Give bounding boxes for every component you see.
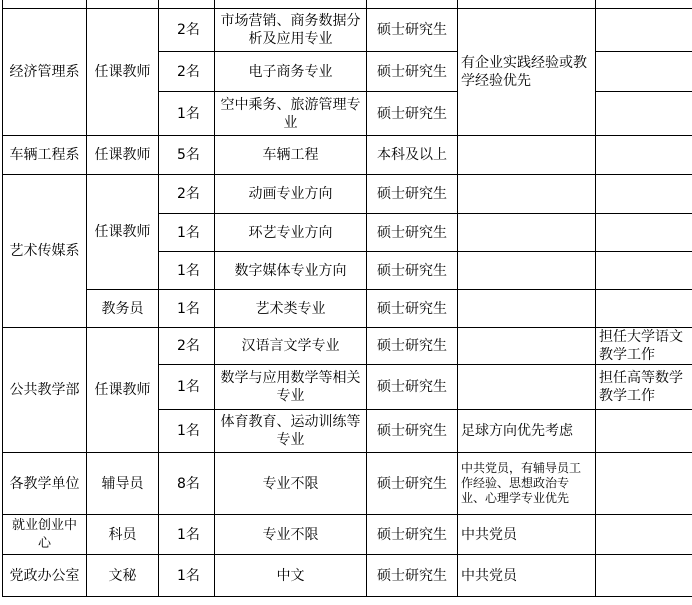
edu-cell: 硕士研究生: [367, 453, 458, 515]
major-cell: 车辆工程: [215, 136, 367, 175]
edu-cell: 硕士研究生: [367, 290, 458, 328]
note-cell: 担任高等数学教学工作: [596, 365, 692, 410]
major-cell: 汉语言文学专业: [215, 328, 367, 365]
dept-cell: 党政办公室: [3, 555, 87, 597]
major-cell: 市场营销、商务数据分析及应用专业: [215, 9, 367, 52]
count-cell: 2名: [159, 52, 215, 92]
edu-cell: 硕士研究生: [367, 9, 458, 52]
major-cell: 空中乘务、旅游管理专业: [215, 92, 367, 136]
post-cell: 任课教师: [87, 136, 159, 175]
note-cell: [596, 252, 692, 290]
edu-cell: 硕士研究生: [367, 328, 458, 365]
req-cell: 中共党员，有辅导员工作经验、思想政治专业、心理学专业优先: [458, 453, 596, 515]
req-cell: 足球方向优先考虑: [458, 410, 596, 453]
count-cell: 1名: [159, 214, 215, 252]
major-cell: 数学与应用数学等相关专业: [215, 365, 367, 410]
count-cell: 1名: [159, 410, 215, 453]
major-cell: 专业不限: [215, 515, 367, 555]
note-cell: [596, 410, 692, 453]
note-cell: [596, 52, 692, 92]
post-cell: 辅导员: [87, 453, 159, 515]
edu-cell: 硕士研究生: [367, 365, 458, 410]
dept-cell: 经济管理系: [3, 9, 87, 136]
table-row: [3, 555, 692, 597]
count-cell: 1名: [159, 252, 215, 290]
dept-cell: 艺术传媒系: [3, 175, 87, 328]
post-cell: 任课教师: [87, 175, 159, 290]
edu-cell: 硕士研究生: [367, 214, 458, 252]
edu-cell: 硕士研究生: [367, 515, 458, 555]
note-cell: [596, 290, 692, 328]
dept-cell: [3, 0, 87, 9]
table-row: [3, 515, 692, 555]
table-row: [3, 328, 692, 365]
table-row: [3, 0, 692, 9]
count-cell: 2名: [159, 175, 215, 214]
req-cell: [458, 328, 596, 365]
note-cell: [596, 0, 692, 9]
count-cell: 1名: [159, 365, 215, 410]
note-cell: [596, 9, 692, 52]
major-cell: 数字媒体专业方向: [215, 252, 367, 290]
req-cell: [458, 214, 596, 252]
count-cell: 1名: [159, 555, 215, 597]
major-cell: 体育教育、运动训练等专业: [215, 410, 367, 453]
major-cell: 中文: [215, 555, 367, 597]
table-row: [3, 9, 692, 52]
count-cell: 5名: [159, 136, 215, 175]
recruitment-table: [2, 0, 692, 597]
table-row: [3, 136, 692, 175]
count-cell: 1名: [159, 515, 215, 555]
note-cell: [596, 515, 692, 555]
edu-cell: 硕士研究生: [367, 410, 458, 453]
count-cell: [159, 0, 215, 9]
req-cell: [458, 136, 596, 175]
req-cell: [458, 175, 596, 214]
major-cell: 专业不限: [215, 453, 367, 515]
req-cell: [458, 365, 596, 410]
edu-cell: 硕士研究生: [367, 52, 458, 92]
edu-cell: 硕士研究生: [367, 92, 458, 136]
note-cell: [596, 453, 692, 515]
count-cell: 2名: [159, 9, 215, 52]
major-cell: 电子商务专业: [215, 52, 367, 92]
req-cell: [458, 0, 596, 9]
dept-cell: 公共教学部: [3, 328, 87, 453]
post-cell: 文秘: [87, 555, 159, 597]
edu-cell: 硕士研究生: [367, 175, 458, 214]
count-cell: 1名: [159, 92, 215, 136]
post-cell: 教务员: [87, 290, 159, 328]
note-cell: [596, 555, 692, 597]
dept-cell: 各教学单位: [3, 453, 87, 515]
edu-cell: 硕士研究生: [367, 252, 458, 290]
major-cell: [215, 0, 367, 9]
table-row: [3, 453, 692, 515]
note-cell: 担任大学语文教学工作: [596, 328, 692, 365]
count-cell: 8名: [159, 453, 215, 515]
table-row: [3, 290, 692, 328]
req-cell: [458, 252, 596, 290]
count-cell: 2名: [159, 328, 215, 365]
req-cell: 有企业实践经验或教学经验优先: [458, 9, 596, 136]
req-cell: 中共党员: [458, 515, 596, 555]
major-cell: 艺术类专业: [215, 290, 367, 328]
edu-cell: 本科及以上: [367, 136, 458, 175]
note-cell: [596, 136, 692, 175]
major-cell: 环艺专业方向: [215, 214, 367, 252]
note-cell: [596, 214, 692, 252]
post-cell: 任课教师: [87, 328, 159, 453]
dept-cell: 就业创业中心: [3, 515, 87, 555]
post-cell: 科员: [87, 515, 159, 555]
note-cell: [596, 175, 692, 214]
note-cell: [596, 92, 692, 136]
dept-cell: 车辆工程系: [3, 136, 87, 175]
post-cell: [87, 0, 159, 9]
major-cell: 动画专业方向: [215, 175, 367, 214]
table-row: [3, 175, 692, 214]
req-cell: [458, 290, 596, 328]
edu-cell: [367, 0, 458, 9]
edu-cell: 硕士研究生: [367, 555, 458, 597]
post-cell: 任课教师: [87, 9, 159, 136]
req-cell: 中共党员: [458, 555, 596, 597]
count-cell: 1名: [159, 290, 215, 328]
